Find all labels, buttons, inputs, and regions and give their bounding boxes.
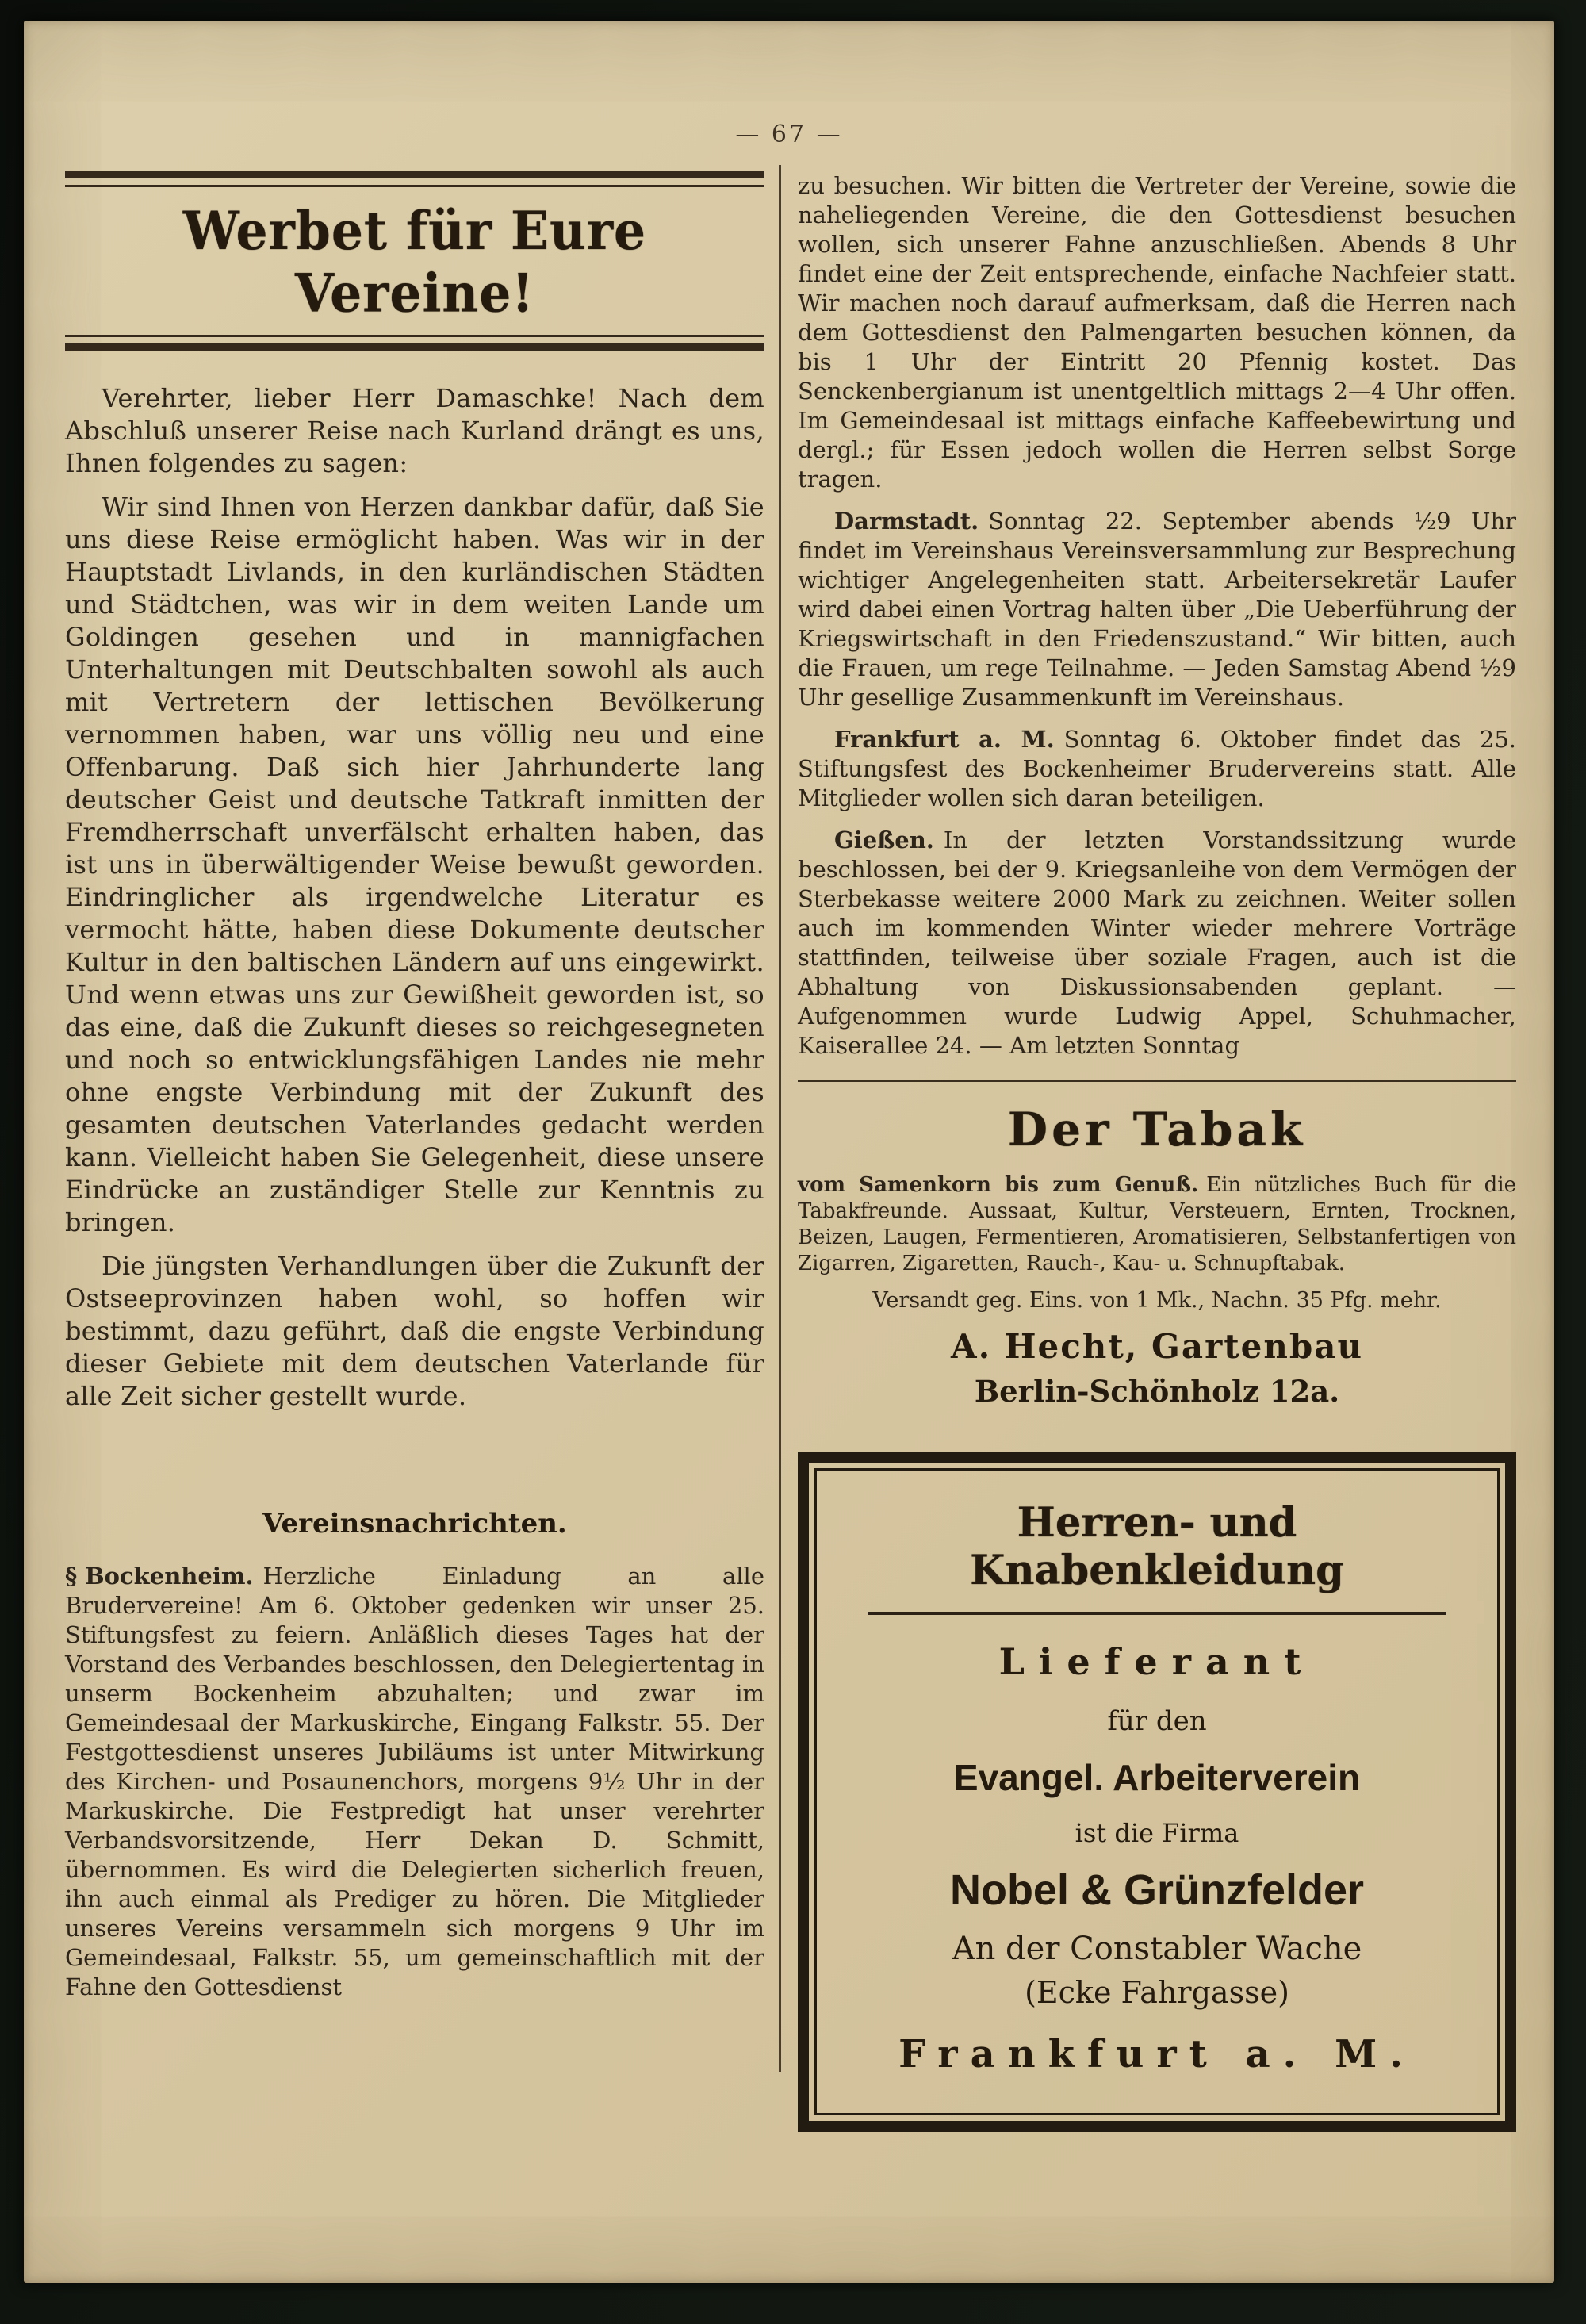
- page-title: Werbet für Eure Vereine!: [182, 199, 647, 324]
- clothing-ad-title: Herren- und Knabenkleidung: [970, 1499, 1344, 1594]
- tabak-ad-description: Ein nützliches Buch für die Tabakfreunde. Aussaat, Kultur, Versteuern, Ernten, Trocknen, Beizen, Laugen, Fermentieren, Aromatisieren, Selbstanfertigen von Zigarren, Zigaretten, Rauch-, Kau- u. Schnupftabak.: [798, 1173, 1517, 1275]
- clothing-ad-ist-die-firma: ist die Firma: [1075, 1818, 1239, 1848]
- news-text: Sonntag 22. September abends ½9 Uhr findet im Vereinshaus Vereinsversammlung zur Besprechung wichtiger Angelegenheiten statt. Arbeitersekretär Laufer wird dabei einen Vortrag halten über „Die Ueberführung der Kriegswirtschaft in den Friedenszustand.“ Wir bitten, auch die Frauen, um rege Teilnahme. — Jeden Samstag Abend ½9 Uhr gesellige Zusammenkunft im Vereinshaus.: [798, 508, 1516, 711]
- headline-rule-bottom-thin: [65, 335, 764, 337]
- page-number: — 67 —: [735, 121, 843, 148]
- clothing-ad-lieferant: Lieferant: [998, 1640, 1316, 1683]
- paragraph-letter-intro: Verehrter, lieber Herr Damaschke! Nach dem Abschluß unserer Reise nach Kurland drängt es uns, Ihnen folgendes zu sagen:: [65, 383, 764, 478]
- paragraph-mark: §: [65, 1563, 78, 1590]
- paragraph-continuation: [798, 171, 1516, 494]
- tabak-ad-title: Der Tabak: [1007, 1103, 1307, 1156]
- paragraph-text: zu besuchen. Wir bitten die Vertreter der Vereine, sowie die naheliegenden Vereine, die den Gottesdienst besuchen wollen, sich unserer Fahne anzuschließen. Abends 8 Uhr findet eine der Zeit entsprechende, einfache Nachfeier statt. Wir machen noch darauf aufmerksam, daß die Herren nach dem Gottesdienst den Palmengarten besuchen können, da bis 1 Uhr der Eintritt 20 Pfennig kostet. Das Senckenbergianum ist unentgeltlich mittags 2—4 Uhr offen. Im Gemeindesaal ist mittags einfache Kaffeebewirtung und dergl.; für Essen jedoch wollen die Herren selbst Sorge tragen.: [798, 172, 1516, 493]
- column-divider: [779, 165, 781, 2072]
- news-text: In der letzten Vorstandssitzung wurde beschlossen, bei der 9. Kriegsanleihe von dem Vermögen der Sterbekasse weitere 2000 Mark zu zeichnen. Weiter sollen auch im kommenden Winter wieder mehrere Vorträge stattfinden, teilweise über soziale Fragen, auch ist die Abhaltung von Diskussionsabenden geplant. — Aufgenommen wurde Ludwig Appel, Schuhmacher, Kaiserallee 24. — Am letzten Sonntag: [798, 826, 1516, 1059]
- tabak-ad-vendor: A. Hecht, Gartenbau: [951, 1327, 1363, 1366]
- news-lead: Bockenheim.: [85, 1563, 254, 1590]
- news-lead: Darmstadt.: [834, 508, 979, 535]
- right-column: [798, 171, 1516, 2132]
- news-text: Sonntag 6. Oktober findet das 25. Stiftungsfest des Bockenheimer Brudervereins statt. Alle Mitglieder wollen sich daran beteiligen.: [798, 726, 1516, 811]
- newspaper-page: [24, 21, 1554, 2283]
- headline-block: [65, 171, 764, 351]
- clothing-ad-firm-name: Nobel & Grünzfelder: [949, 1866, 1365, 1914]
- headline-rule-bottom-thick: [65, 343, 764, 351]
- left-column: [65, 171, 764, 2002]
- section-heading: Vereinsnachrichten.: [262, 1508, 567, 1540]
- tabak-ad-lead: vom Samenkorn bis zum Genuß.: [798, 1173, 1199, 1197]
- news-item-darmstadt: [798, 507, 1516, 712]
- tabak-ad-body: [798, 1172, 1516, 1277]
- paragraph-letter-main: Wir sind Ihnen von Herzen dankbar dafür, daß Sie uns diese Reise ermöglicht haben. Was wir in der Hauptstadt Livlands, in den kurländischen Städten und Städtchen, was wir in dem weiten Lande um Goldingen gesehen und in mannigfachen Unterhaltungen mit Deutschbalten sowohl als auch mit Vertretern der lettischen Bevölkerung vernommen haben, war uns völlig neu und eine Offenbarung. Daß sich hier Jahrhunderte lang deutscher Geist und deutsche Tatkraft inmitten der Fremdherrschaft unverfälscht erhalten haben, das ist uns in überwältigender Weise bewußt geworden. Eindringlicher als irgendwelche Literatur es vermocht hätte, haben diese Dokumente deutscher Kultur in den baltischen Ländern auf uns eingewirkt. Und wenn etwas uns zur Gewißheit geworden ist, so das eine, daß die Zukunft dieses so reichgesegneten und noch so entwicklungsfähigen Landes nie mehr ohne engste Verbindung mit der Zukunft des gesamten deutschen Vaterlandes gedacht werden kann. Vielleicht haben Sie Gelegenheit, diese unsere Eindrücke an zuständiger Stelle zur Kenntnis zu bringen.: [65, 492, 764, 1237]
- clothing-ad-corner: (Ecke Fahrgasse): [1025, 1975, 1289, 2010]
- clothing-ad-fuer-den: für den: [1107, 1705, 1207, 1737]
- news-lead: Frankfurt a. M.: [834, 726, 1055, 753]
- news-item-giessen: [798, 826, 1516, 1060]
- ad-separator-rule: [798, 1080, 1516, 1082]
- clothing-ad-street: An der Constabler Wache: [952, 1931, 1362, 1967]
- news-text: Herzliche Einladung an alle Brudervereine! Am 6. Oktober gedenken wir unser 25. Stiftungsfest zu feiern. Anläßlich dieses Tages hat der Vorstand des Verbandes beschlossen, den Delegiertentag in unserm Bockenheim abzuhalten; und zwar im Gemeindesaal der Markuskirche, Eingang Falkstr. 55. Der Festgottesdienst unseres Jubiläums ist unter Mitwirkung des Kirchen- und Posaunenchors, morgens 9½ Uhr in der Markuskirche. Die Festpredigt hat unser verehrter Verbandsvorsitzende, Herr Dekan D. Schmitt, übernommen. Es wird die Delegierten sicherlich freuen, ihn auch einmal als Prediger zu hören. Die Mitglieder unseres Vereins versammeln sich morgens 9 Uhr im Gemeindesaal, Falkstr. 55, um gemeinschaftlich mit der Fahne den Gottesdienst: [65, 1563, 764, 2000]
- clothing-ad: [798, 1452, 1516, 2132]
- tabak-ad-address: Berlin-Schönholz 12a.: [974, 1374, 1340, 1409]
- headline-rule-top-thick: [65, 171, 764, 178]
- clothing-ad-city: Frankfurt a. M.: [898, 2032, 1416, 2077]
- news-lead: Gießen.: [834, 826, 934, 853]
- tabak-ad-shipping: Versandt geg. Eins. von 1 Mk., Nachn. 35 Pfg. mehr.: [872, 1288, 1442, 1313]
- tabak-ad: [798, 1080, 1516, 1409]
- news-item-bockenheim: [65, 1562, 764, 2002]
- paragraph-letter-closing: Die jüngsten Verhandlungen über die Zukunft der Ostseeprovinzen haben wohl, so hoffen wir bestimmt, dazu geführt, daß die engste Verbindung dieser Gebiete mit dem deutschen Vaterlande für alle Zeit sicher gestellt wurde.: [65, 1251, 764, 1411]
- clothing-ad-title-rule: [868, 1612, 1446, 1615]
- news-item-frankfurt: [798, 725, 1516, 813]
- headline-rule-top-thin: [65, 185, 764, 187]
- clothing-ad-frame: [814, 1468, 1500, 2115]
- clothing-ad-verein: Evangel. Arbeiterverein: [953, 1757, 1361, 1798]
